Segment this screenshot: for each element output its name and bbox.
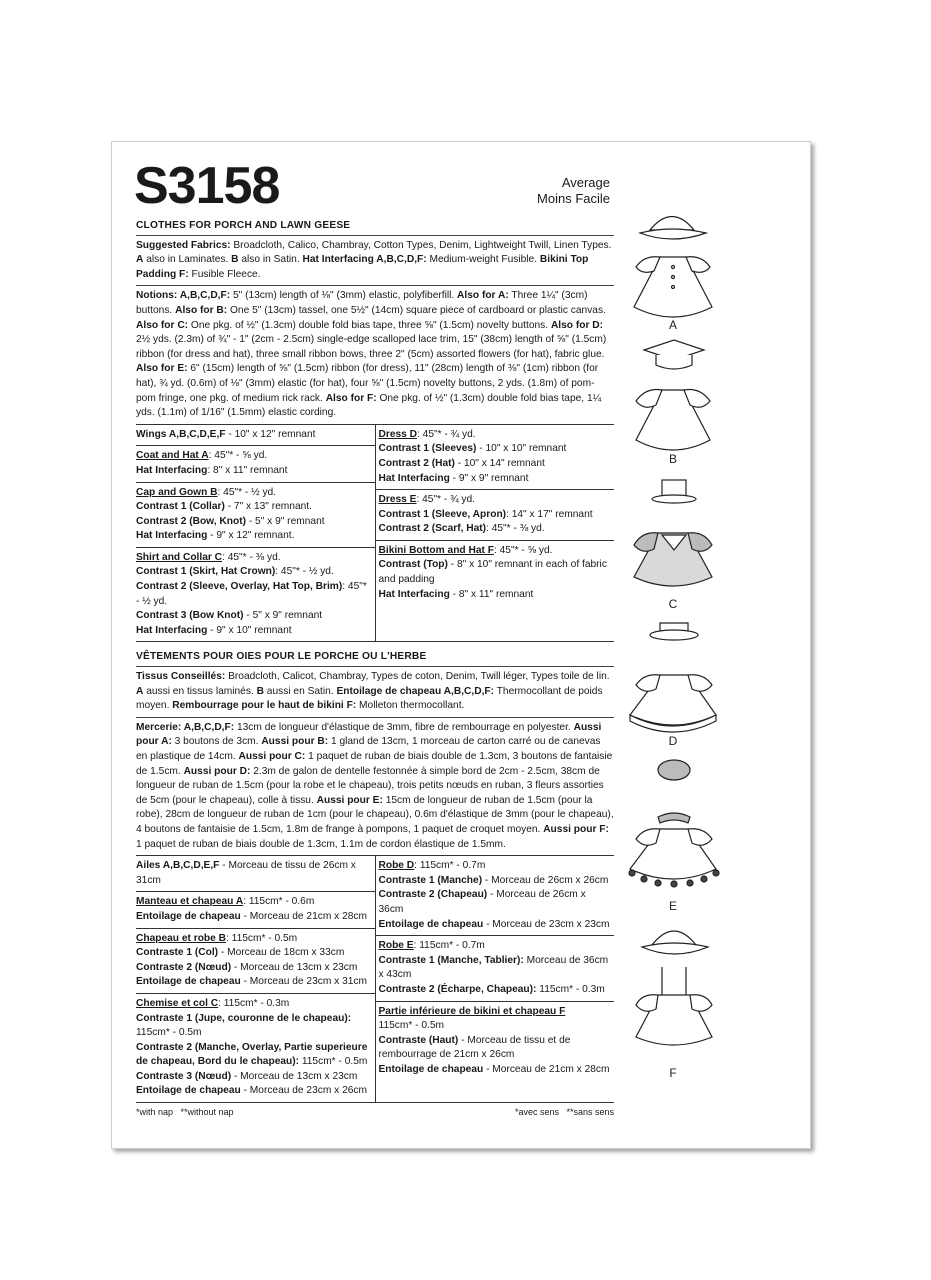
yardage-line: Contraste 1 (Manche, Tablier): Morceau de 36cm x 43cm bbox=[378, 954, 609, 981]
yardage-cell bbox=[376, 425, 615, 490]
yardage-heading: Dress E: 45"* - ¾ yd. bbox=[378, 494, 475, 506]
english-yardage-right bbox=[376, 425, 615, 642]
divider bbox=[136, 235, 614, 236]
french-yardage-left bbox=[136, 856, 376, 1102]
yardage-line: Contraste 1 (Col) - Morceau de 18cm x 33cm bbox=[136, 947, 345, 959]
yardage-line: Entoilage de chapeau - Morceau de 21cm x 28cm bbox=[378, 1063, 610, 1075]
yardage-line: Contraste 3 (Nœud) - Morceau de 13cm x 23cm bbox=[136, 1070, 358, 1082]
yardage-line: Contraste 2 (Nœud) - Morceau de 13cm x 23cm bbox=[136, 961, 358, 973]
pattern-number: S3158 bbox=[134, 157, 280, 215]
yardage-cell bbox=[376, 541, 615, 605]
yardage-heading: Chapeau et robe B: 115cm* - 0.5m bbox=[136, 932, 298, 944]
yardage-line: Entoilage de chapeau - Morceau de 23cm x 23cm bbox=[378, 918, 610, 930]
yardage-heading: Dress D: 45"* - ¾ yd. bbox=[378, 428, 476, 440]
yardage-line: Hat Interfacing - 9" x 9" remnant bbox=[378, 472, 529, 484]
yardage-heading: Robe D: 115cm* - 0.7m bbox=[378, 860, 486, 872]
footnote-french: *avec sens **sans sens bbox=[514, 1107, 614, 1118]
view-label-f: F bbox=[669, 1066, 677, 1080]
footnote-english: *with nap **without nap bbox=[136, 1107, 234, 1118]
yardage-heading: Partie inférieure de bikini et chapeau F bbox=[378, 1005, 566, 1017]
yardage-line: Contraste 2 (Manche, Overlay, Partie superieure de chapeau, Bord du le chapeau): 115cm* - 0.5m bbox=[136, 1041, 368, 1068]
view-label-d: D bbox=[668, 734, 678, 748]
yardage-line: Contrast 1 (Sleeve, Apron): 14" x 17" remnant bbox=[378, 508, 593, 520]
yardage-line: Contraste (Haut) - Morceau de tissu et de rembourrage de 21cm x 26cm bbox=[378, 1034, 571, 1061]
yardage-cell bbox=[136, 994, 375, 1102]
yardage-line: Entoilage de chapeau - Morceau de 23cm x 31cm bbox=[136, 976, 367, 988]
yardage-line: Contraste 1 (Manche) - Morceau de 26cm x 26cm bbox=[378, 874, 609, 886]
yardage-cell bbox=[376, 936, 615, 1001]
yardage-line: Hat Interfacing: 8" x 11" remnant bbox=[136, 464, 288, 476]
yardage-cell bbox=[136, 446, 375, 482]
yardage-cell bbox=[376, 1002, 615, 1081]
yardage-heading: Chemise et col C: 115cm* - 0.3m bbox=[136, 997, 290, 1009]
view-e-illustration bbox=[629, 760, 719, 887]
yardage-line: Contraste 1 (Jupe, couronne de le chapeau): 115cm* - 0.5m bbox=[136, 1012, 352, 1039]
yardage-line: Contraste 2 (Chapeau) - Morceau de 26cm x 36cm bbox=[378, 889, 586, 915]
yardage-cell bbox=[136, 483, 375, 548]
english-title: CLOTHES FOR PORCH AND LAWN GEESE bbox=[136, 220, 351, 231]
english-yardage-table bbox=[136, 425, 614, 643]
yardage-line: Contrast 2 (Sleeve, Overlay, Hat Top, Brim): 45"* - ½ yd. bbox=[136, 581, 367, 607]
yardage-heading: Shirt and Collar C: 45"* - ⅜ yd. bbox=[136, 551, 281, 563]
english-notions: Notions: A,B,C,D,F: 5" (13cm) length of ⅛" (3mm) elastic, polyfiberfill. Also for A: Three 1¼" (3cm) buttons. Also for B: One 5" (13cm) tassel, one 5½" (14cm) square piece of cardboard or plastic canvas. Also for C: One pkg. of ½" (1.3cm) double fold bias tape, three ⅝" (1.5cm) novelty buttons. Also for D: 2½ yds. (2.3m) of ¾" - 1" (2cm - 2.5cm) single-edge scalloped lace trim, 15" (38cm) length of ⅝" (1.5cm) ribbon (for dress and hat), three small ribbon bows, three 2" (5cm) assorted flowers (for hat), fabric glue. Also for E: 6" (15cm) length of ⅝" (1.5cm) ribbon (for dress), 11" (28cm) length of ⅜" (1cm) ribbon (for hat), ¾ yd. (0.6m) of ⅛" (3mm) elastic (for hat), four ⅝" (1.5cm) novelty buttons, 2 yds. (1.8m) of pom-pom fringe, one pkg. of medium rick rack. Also for F: One pkg. of ½" (1.3cm) double fold bias tape, 1¼ yds. (1.1m) of 1/16" (1.5mm) elastic cording. bbox=[136, 290, 607, 419]
yardage-line: Hat Interfacing - 9" x 10" remnant bbox=[136, 624, 292, 636]
yardage-line: Contrast 2 (Scarf, Hat): 45"* - ⅜ yd. bbox=[378, 523, 545, 535]
yardage-line: Hat Interfacing - 9" x 12" remnant. bbox=[136, 530, 295, 542]
divider bbox=[136, 666, 614, 667]
french-yardage-right bbox=[376, 856, 615, 1102]
yardage-line: Hat Interfacing - 8" x 11" remnant bbox=[378, 588, 534, 600]
yardage-heading: Ailes A,B,C,D,E,F - Morceau de tissu de 26cm x 31cm bbox=[136, 860, 356, 886]
yardage-cell bbox=[136, 929, 375, 994]
yardage-heading: Wings A,B,C,D,E,F - 10" x 12" remnant bbox=[136, 428, 316, 440]
yardage-heading: Coat and Hat A: 45"* - ⅝ yd. bbox=[136, 450, 268, 462]
view-f-illustration bbox=[636, 931, 712, 1045]
view-label-c: C bbox=[668, 597, 678, 611]
divider bbox=[136, 285, 614, 286]
yardage-line: Contrast 3 (Bow Knot) - 5" x 9" remnant bbox=[136, 610, 323, 622]
yardage-cell bbox=[376, 856, 615, 936]
yardage-line: Contraste 2 (Écharpe, Chapeau): 115cm* - 0.3m bbox=[378, 983, 605, 995]
view-b-illustration bbox=[636, 340, 710, 450]
yardage-cell bbox=[136, 892, 375, 928]
view-c-illustration bbox=[634, 480, 712, 586]
french-notions: Mercerie: A,B,C,D,F: 13cm de longueur d'élastique de 3mm, fibre de rembourrage en polyester. Aussi pour A: 3 boutons de 3cm. Aussi pour B: 1 gland de 13cm, 1 morceau de carton carré ou de canevas en plastique de 14cm. Aussi pour C: 1 paquet de ruban de biais double de 1.3cm, 3 boutons de fantaisie de 1.5cm. Aussi pour D: 2.3m de galon de dentelle festonnée à simple bord de 2cm - 2.5cm, 38cm de longueur de ruban de 1.5cm (pour la robe et le chapeau), trois petits nœuds en ruban, 3 fleurs assorties de 5cm (pour le chapeau), colle à tissu. Aussi pour E: 15cm de longueur de ruban de 1.5cm (pour la robe), 28cm de longueur de ruban de 1cm (pour le chapeau), 0.6m d'élastique de 3mm (pour le chapeau), 4 boutons de fantaisie de 1.5cm, 1.8m de frange à pompons, 1 paquet de croquet moyen. Aussi pour F: 1 paquet de ruban de biais double de 1.3cm, 1.1m de cordon élastique de 1.5mm. bbox=[136, 721, 614, 850]
yardage-cell bbox=[136, 548, 375, 642]
view-label-a: A bbox=[668, 318, 678, 332]
yardage-cell bbox=[136, 425, 375, 447]
view-d-illustration bbox=[630, 623, 716, 732]
difficulty-level bbox=[537, 175, 610, 207]
yardage-line: Entoilage de chapeau - Morceau de 23cm x 26cm bbox=[136, 1085, 367, 1097]
yardage-heading: Bikini Bottom and Hat F: 45"* - ⅝ yd. bbox=[378, 544, 553, 556]
view-label-e: E bbox=[668, 899, 678, 913]
french-yardage-table bbox=[136, 856, 614, 1102]
yardage-line: Contrast 1 (Skirt, Hat Crown): 45"* - ½ yd. bbox=[136, 566, 334, 578]
yardage-line: Entoilage de chapeau - Morceau de 21cm x 28cm bbox=[136, 910, 367, 922]
yardage-line: 115cm* - 0.5m bbox=[378, 1020, 444, 1032]
yardage-heading: Manteau et chapeau A: 115cm* - 0.6m bbox=[136, 896, 315, 908]
difficulty-fr: Moins Facile bbox=[537, 191, 610, 206]
yardage-line: Contrast 2 (Bow, Knot) - 5" x 9" remnant bbox=[136, 515, 325, 527]
nap-footnote bbox=[136, 1102, 614, 1120]
view-label-b: B bbox=[668, 452, 678, 466]
divider bbox=[136, 717, 614, 718]
yardage-line: Contrast (Top) - 8" x 10" remnant in each of fabric and padding bbox=[378, 559, 607, 586]
yardage-line: Contrast 2 (Hat) - 10" x 14" remnant bbox=[378, 457, 545, 469]
yardage-cell bbox=[136, 856, 375, 892]
view-illustrations bbox=[622, 205, 734, 1085]
yardage-cell bbox=[376, 490, 615, 541]
yardage-heading: Cap and Gown B: 45"* - ½ yd. bbox=[136, 486, 277, 498]
english-fabrics: Suggested Fabrics: Broadcloth, Calico, Chambray, Cotton Types, Denim, Lightweight Twill, Linen Types. A also in Laminates. B also in Satin. Hat Interfacing A,B,C,D,F: Medium-weight Fusible. Bikini Top Padding F: Fusible Fleece. bbox=[136, 239, 612, 280]
instructions-text bbox=[136, 219, 614, 1120]
english-yardage-left bbox=[136, 425, 376, 642]
yardage-line: Contrast 1 (Collar) - 7" x 13" remnant. bbox=[136, 501, 312, 513]
difficulty-en: Average bbox=[561, 175, 610, 190]
french-fabrics: Tissus Conseillés: Broadcloth, Calicot, Chambray, Types de coton, Denim, Twill léger, Types toile de lin. A aussi en tissus laminés. B aussi en Satin. Entoilage de chapeau A,B,C,D,F: Thermocollant de poids moyen. Rembourrage pour le haut de bikini F: Molleton thermocollant. bbox=[136, 671, 610, 712]
view-illustrations-svg bbox=[622, 205, 734, 1085]
yardage-line: Contrast 1 (Sleeves) - 10" x 10" remnant bbox=[378, 443, 567, 455]
view-a-illustration bbox=[634, 217, 712, 318]
yardage-heading: Robe E: 115cm* - 0.7m bbox=[378, 940, 485, 952]
french-title: VÊTEMENTS POUR OIES POUR LE PORCHE OU L'HERBE bbox=[136, 651, 427, 663]
